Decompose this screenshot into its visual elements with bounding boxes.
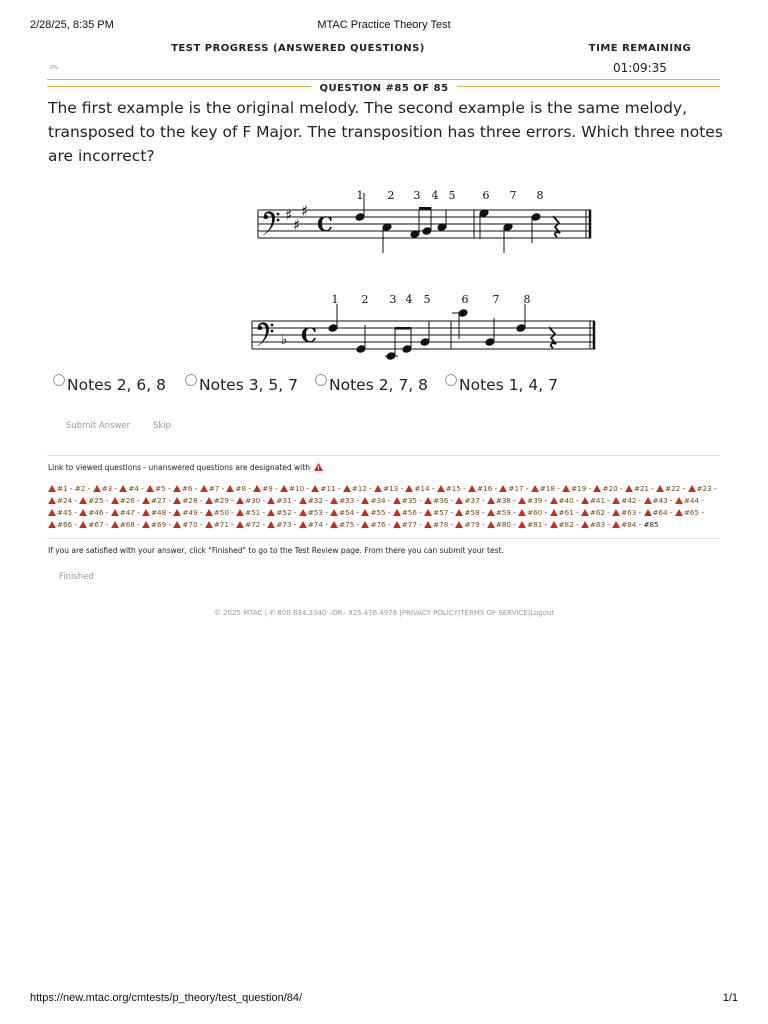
- note-number: 8: [536, 189, 544, 202]
- question-link[interactable]: #82: [550, 520, 574, 529]
- question-link[interactable]: #71: [205, 520, 229, 529]
- question-number: QUESTION #85 OF 85: [311, 83, 456, 94]
- warning-icon: [518, 497, 526, 504]
- terms-of-service-link[interactable]: TERMS OF SERVICE: [460, 609, 528, 617]
- warning-icon: [205, 521, 213, 528]
- question-link[interactable]: #3: [93, 484, 113, 493]
- answer-option-4[interactable]: [445, 374, 558, 394]
- warning-icon: [142, 521, 150, 528]
- warning-icon: [675, 497, 683, 504]
- warning-icon: [79, 497, 87, 504]
- question-link[interactable]: #72: [236, 520, 260, 529]
- question-link[interactable]: #39: [518, 496, 542, 505]
- question-link[interactable]: #26: [111, 496, 135, 505]
- question-link[interactable]: #61: [550, 508, 574, 517]
- answer-option-label[interactable]: Notes 1, 4, 7: [459, 376, 558, 394]
- print-title: MTAC Practice Theory Test: [317, 19, 451, 31]
- question-link[interactable]: #34: [361, 496, 385, 505]
- copyright: © 2025 MTAC |: [213, 609, 268, 617]
- question-link[interactable]: #32: [299, 496, 323, 505]
- warning-icon: [656, 485, 664, 492]
- question-link[interactable]: #57: [424, 508, 448, 517]
- answer-options: [50, 374, 750, 398]
- svg-text:♯: ♯: [293, 216, 301, 234]
- key-signature-icon: ♭: [281, 332, 288, 348]
- print-page-number: 1/1: [722, 992, 738, 1004]
- warning-icon: [374, 485, 382, 492]
- warning-icon: [236, 521, 244, 528]
- warning-icon: [424, 509, 432, 516]
- warning-icon: [688, 485, 696, 492]
- question-link[interactable]: #58: [455, 508, 479, 517]
- question-link[interactable]: #28: [173, 496, 197, 505]
- warning-icon: [487, 521, 495, 528]
- warning-icon: [330, 509, 338, 516]
- finished-instructions: If you are satisfied with your answer, click "Finished" to go to the Test Review page. From there you can submit your test.: [48, 546, 504, 555]
- question-links: #1 - #2 - #3 - #4 - #5 - #6 - #7 - #8 - #9 - #10 - #11 - #12 - #13 - #14 - #15 - #16 - #17 - #18 - #19 - #20 - #21 - #22 - #23 - #24 - #25 - #26 - #27 - #28 - #29 - #30 - #31 - #32 - #33 - #34 - #35 - #36 - #37 - #38 - #39 - #40 - #41 - #42 - #43 - #44 - #45 - #46 - #47 - #48 - #49 - #50 - #51 - #52 - #53 - #54 - #55 - #56 - #57 - #58 - #59 - #60 - #61 - #62 - #63 - #64 - #65 - #66 - #67 - #68 - #69 - #70 - #71 - #72 - #73 - #74 - #75 - #76 - #77 - #78 - #79 - #80 - #81 - #82 - #83 - #84 - #85: [48, 483, 728, 531]
- question-link[interactable]: #77: [393, 520, 417, 529]
- question-link[interactable]: #44: [675, 496, 699, 505]
- question-link[interactable]: #23: [688, 484, 712, 493]
- site-footer: © 2025 MTAC | ✆ 800.834.3340 –OR– 925.476.4976 |PRIVACY POLICY|TERMS OF SERVICE|Logout: [213, 609, 555, 617]
- question-link[interactable]: #65: [675, 508, 699, 517]
- submit-answer-button[interactable]: Submit Answer: [66, 421, 131, 431]
- quarter-rest-icon: [549, 327, 556, 348]
- warning-icon: [205, 509, 213, 516]
- warning-icon: [267, 521, 275, 528]
- question-link[interactable]: #46: [79, 508, 103, 517]
- question-link[interactable]: #78: [424, 520, 448, 529]
- warning-icon: [330, 497, 338, 504]
- question-link[interactable]: #70: [173, 520, 197, 529]
- quarter-rest-icon: [553, 216, 560, 237]
- progress-percent: 0%: [50, 65, 58, 71]
- phone-icon: ✆: [269, 609, 276, 617]
- note-number: 3: [389, 293, 397, 306]
- note-number: 6: [482, 189, 490, 202]
- question-link[interactable]: #12: [343, 484, 367, 493]
- warning-icon: [48, 497, 56, 504]
- question-link[interactable]: #16: [468, 484, 492, 493]
- warning-icon: [226, 485, 234, 492]
- warning-icon: [581, 509, 589, 516]
- question-link[interactable]: #14: [405, 484, 429, 493]
- question-link[interactable]: #67: [79, 520, 103, 529]
- warning-icon: [562, 485, 570, 492]
- warning-icon: [79, 509, 87, 516]
- warning-icon: [173, 521, 181, 528]
- question-link[interactable]: #2: [74, 484, 86, 493]
- warning-icon: [455, 497, 463, 504]
- question-link[interactable]: #35: [393, 496, 417, 505]
- question-link[interactable]: #29: [205, 496, 229, 505]
- warning-icon: [173, 497, 181, 504]
- warning-icon: [111, 521, 119, 528]
- warning-icon: [612, 521, 620, 528]
- question-link[interactable]: #42: [612, 496, 636, 505]
- question-link[interactable]: #6: [173, 484, 193, 493]
- time-remaining-label: TIME REMAINING: [588, 43, 692, 54]
- question-link[interactable]: #50: [205, 508, 229, 517]
- question-link[interactable]: #45: [48, 508, 72, 517]
- radio-button[interactable]: [315, 374, 327, 386]
- warning-icon: [200, 485, 208, 492]
- question-link[interactable]: #10: [280, 484, 304, 493]
- warning-icon: [299, 509, 307, 516]
- warning-icon: [468, 485, 476, 492]
- key-signature-icon: [285, 202, 308, 234]
- question-link[interactable]: #80: [487, 520, 511, 529]
- viewed-questions-note-text: Link to viewed questions - unanswered questions are designated with: [48, 463, 310, 472]
- question-link[interactable]: #75: [330, 520, 354, 529]
- warning-icon: [111, 509, 119, 516]
- warning-icon: [48, 509, 56, 516]
- viewed-questions-note: [48, 463, 323, 472]
- question-link[interactable]: #53: [299, 508, 323, 517]
- logout-link[interactable]: Logout: [530, 609, 555, 617]
- warning-icon: [111, 497, 119, 504]
- question-link[interactable]: #73: [267, 520, 291, 529]
- question-link[interactable]: #8: [226, 484, 246, 493]
- warning-icon: [644, 497, 652, 504]
- question-link[interactable]: #37: [455, 496, 479, 505]
- warning-icon: [299, 497, 307, 504]
- answer-option-1[interactable]: [53, 374, 166, 394]
- warning-icon: [79, 521, 87, 528]
- warning-icon: [236, 497, 244, 504]
- question-link[interactable]: #20: [593, 484, 617, 493]
- warning-icon: [253, 485, 261, 492]
- skip-button[interactable]: Skip: [153, 421, 172, 431]
- note-number: 5: [423, 293, 431, 306]
- warning-icon: [205, 497, 213, 504]
- question-link[interactable]: #56: [393, 508, 417, 517]
- test-progress-label: TEST PROGRESS (ANSWERED QUESTIONS): [171, 43, 425, 54]
- question-link[interactable]: #66: [48, 520, 72, 529]
- warning-icon: [314, 463, 323, 471]
- radio-button[interactable]: [185, 374, 197, 386]
- warning-icon: [267, 509, 275, 516]
- question-link[interactable]: #68: [111, 520, 135, 529]
- question-link[interactable]: #55: [361, 508, 385, 517]
- finished-button[interactable]: Finished: [59, 572, 94, 582]
- warning-icon: [675, 509, 683, 516]
- warning-icon: [612, 497, 620, 504]
- note-number: 7: [509, 189, 517, 202]
- question-link[interactable]: #51: [236, 508, 260, 517]
- warning-icon: [612, 509, 620, 516]
- question-link[interactable]: #17: [499, 484, 523, 493]
- svg-text:♯: ♯: [285, 206, 293, 224]
- common-time-icon: C: [301, 323, 317, 347]
- question-link[interactable]: #24: [48, 496, 72, 505]
- question-link[interactable]: #15: [437, 484, 461, 493]
- warning-icon: [581, 521, 589, 528]
- warning-icon: [361, 497, 369, 504]
- warning-icon: [499, 485, 507, 492]
- question-link[interactable]: #11: [311, 484, 335, 493]
- warning-icon: [311, 485, 319, 492]
- question-link[interactable]: #33: [330, 496, 354, 505]
- warning-icon: [267, 497, 275, 504]
- warning-icon: [518, 521, 526, 528]
- question-link[interactable]: #63: [612, 508, 636, 517]
- question-link[interactable]: #40: [550, 496, 574, 505]
- print-url: https://new.mtac.org/cmtests/p_theory/test_question/84/: [30, 992, 303, 1004]
- question-link[interactable]: #9: [253, 484, 273, 493]
- question-link[interactable]: #21: [625, 484, 649, 493]
- print-date: 2/28/25, 8:35 PM: [30, 19, 114, 31]
- question-link[interactable]: #59: [487, 508, 511, 517]
- answer-option-2[interactable]: [185, 374, 298, 394]
- question-link[interactable]: #22: [656, 484, 680, 493]
- warning-icon: [581, 497, 589, 504]
- question-link[interactable]: #41: [581, 496, 605, 505]
- warning-icon: [299, 521, 307, 528]
- question-link[interactable]: #64: [644, 508, 668, 517]
- divider: [47, 455, 720, 456]
- warning-icon: [119, 485, 127, 492]
- note-number: 1: [356, 189, 364, 202]
- original-melody-staff: [255, 180, 595, 265]
- warning-icon: [93, 485, 101, 492]
- note-number: 1: [331, 293, 339, 306]
- note-number: 4: [431, 189, 439, 202]
- privacy-policy-link[interactable]: PRIVACY POLICY: [401, 609, 458, 617]
- answer-option-label[interactable]: Notes 3, 5, 7: [199, 376, 298, 394]
- warning-icon: [455, 521, 463, 528]
- warning-icon: [393, 497, 401, 504]
- question-link[interactable]: #4: [119, 484, 139, 493]
- warning-icon: [550, 521, 558, 528]
- question-link[interactable]: #83: [581, 520, 605, 529]
- warning-icon: [280, 485, 288, 492]
- warning-icon: [550, 509, 558, 516]
- warning-icon: [593, 485, 601, 492]
- warning-icon: [644, 509, 652, 516]
- warning-icon: [236, 509, 244, 516]
- warning-icon: [487, 497, 495, 504]
- warning-icon: [393, 521, 401, 528]
- question-link[interactable]: #60: [518, 508, 542, 517]
- question-link: #85: [643, 520, 659, 529]
- radio-button[interactable]: [445, 374, 457, 386]
- warning-icon: [361, 509, 369, 516]
- warning-icon: [424, 521, 432, 528]
- question-link[interactable]: #79: [455, 520, 479, 529]
- warning-icon: [330, 521, 338, 528]
- note-number: 2: [361, 293, 369, 306]
- question-link[interactable]: #30: [236, 496, 260, 505]
- question-link[interactable]: #47: [111, 508, 135, 517]
- common-time-icon: C: [317, 212, 333, 236]
- question-link[interactable]: #27: [142, 496, 166, 505]
- question-link[interactable]: #48: [142, 508, 166, 517]
- question-link[interactable]: #13: [374, 484, 398, 493]
- warning-icon: [550, 497, 558, 504]
- note-number: 5: [448, 189, 456, 202]
- question-link[interactable]: #5: [146, 484, 166, 493]
- warning-icon: [343, 485, 351, 492]
- transposed-melody-staff: [247, 283, 599, 368]
- question-link[interactable]: #81: [518, 520, 542, 529]
- note-number: 2: [387, 189, 395, 202]
- warning-icon: [424, 497, 432, 504]
- answer-option-label[interactable]: Notes 2, 7, 8: [329, 376, 428, 394]
- question-link[interactable]: #62: [581, 508, 605, 517]
- warning-icon: [361, 521, 369, 528]
- warning-icon: [48, 521, 56, 528]
- question-link[interactable]: #1: [48, 484, 68, 493]
- question-number-banner: [0, 76, 768, 95]
- note-number: 7: [492, 293, 500, 306]
- warning-icon: [142, 497, 150, 504]
- note-number: 6: [461, 293, 469, 306]
- warning-icon: [437, 485, 445, 492]
- question-link[interactable]: #43: [644, 496, 668, 505]
- warning-icon: [173, 485, 181, 492]
- question-link[interactable]: #49: [173, 508, 197, 517]
- warning-icon: [455, 509, 463, 516]
- question-link[interactable]: #52: [267, 508, 291, 517]
- warning-icon: [518, 509, 526, 516]
- note-number: 3: [413, 189, 421, 202]
- warning-icon: [48, 485, 56, 492]
- warning-icon: [173, 509, 181, 516]
- divider: [47, 538, 720, 539]
- warning-icon: [625, 485, 633, 492]
- question-link[interactable]: #38: [487, 496, 511, 505]
- question-link[interactable]: #18: [531, 484, 555, 493]
- answer-option-3[interactable]: [315, 374, 428, 394]
- warning-icon: [405, 485, 413, 492]
- phone-numbers: 800.834.3340 –OR– 925.476.4976: [277, 609, 398, 617]
- question-link[interactable]: #69: [142, 520, 166, 529]
- question-link[interactable]: #74: [299, 520, 323, 529]
- question-link[interactable]: #25: [79, 496, 103, 505]
- answer-option-label[interactable]: Notes 2, 6, 8: [67, 376, 166, 394]
- radio-button[interactable]: [53, 374, 65, 386]
- question-link[interactable]: #84: [612, 520, 636, 529]
- warning-icon: [531, 485, 539, 492]
- question-link[interactable]: #36: [424, 496, 448, 505]
- note-number: 8: [523, 293, 531, 306]
- warning-icon: [487, 509, 495, 516]
- warning-icon: [393, 509, 401, 516]
- question-link[interactable]: #31: [267, 496, 291, 505]
- note-number: 4: [405, 293, 413, 306]
- question-link[interactable]: #54: [330, 508, 354, 517]
- question-link[interactable]: #76: [361, 520, 385, 529]
- question-link[interactable]: #7: [200, 484, 220, 493]
- svg-text:♯: ♯: [301, 202, 309, 220]
- warning-icon: [146, 485, 154, 492]
- warning-icon: [142, 509, 150, 516]
- question-link[interactable]: #19: [562, 484, 586, 493]
- time-remaining-value: 01:09:35: [613, 61, 667, 75]
- question-text: The first example is the original melody. The second example is the same melody, transposed to the key of F Major. The transposition has three errors. Which three notes are incorrect?: [48, 99, 723, 165]
